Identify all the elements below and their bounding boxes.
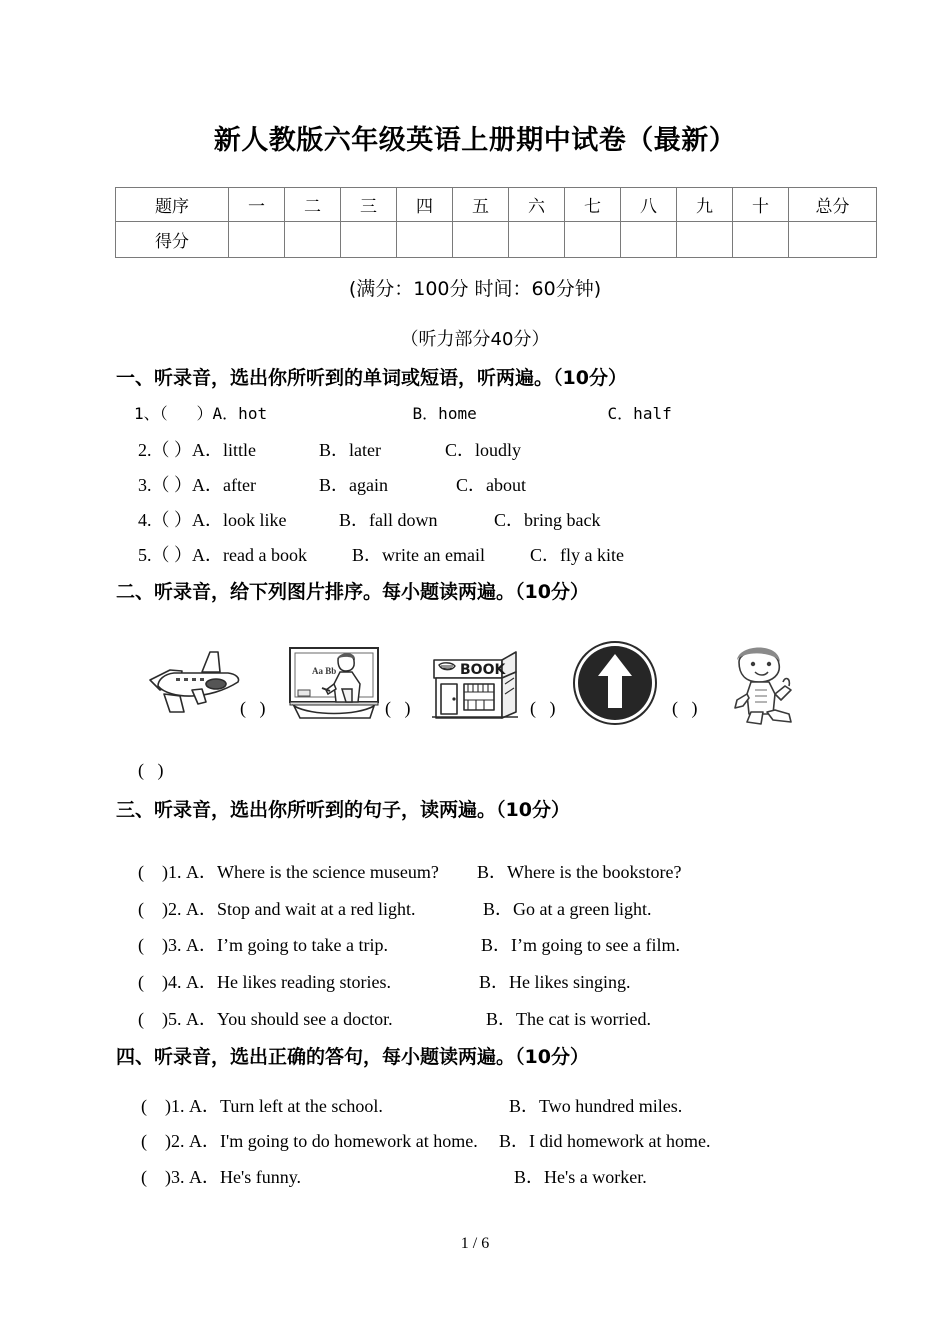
- airplane-picture: [140, 642, 250, 727]
- option-a[interactable]: A．Where is the science museum?: [186, 862, 439, 882]
- score-time-line: (满分：100分 时间：60分钟): [348, 278, 602, 300]
- option-b[interactable]: B．again: [319, 475, 388, 495]
- section-heading-1: 一、听录音，选出你所听到的单词或短语，听两遍。（10分）: [116, 367, 627, 389]
- question-3-5: [138, 1005, 651, 1031]
- picture-blank-2[interactable]: ( ): [385, 698, 411, 718]
- option-b[interactable]: B．Two hundred miles.: [509, 1096, 683, 1116]
- page-title: 新人教版六年级英语上册期中试卷（最新）: [213, 125, 737, 156]
- go-straight-sign-picture: [572, 640, 658, 731]
- table-col-header-1: 二: [285, 188, 341, 222]
- option-c[interactable]: C．about: [456, 475, 526, 495]
- table-col-header-7: 八: [621, 188, 677, 222]
- question-number: 1.: [168, 862, 182, 882]
- option-b[interactable]: B．He's a worker.: [514, 1167, 647, 1187]
- page-footer: 1 / 6: [460, 1235, 490, 1252]
- option-b[interactable]: B．I did homework at home.: [499, 1131, 711, 1151]
- option-c[interactable]: C．half: [607, 404, 672, 423]
- option-b[interactable]: B．He likes singing.: [479, 972, 631, 992]
- picture-blank-3[interactable]: ( ): [530, 698, 556, 718]
- table-row: [116, 222, 877, 258]
- walking-boy-picture: [715, 642, 807, 731]
- score-cell-3[interactable]: [397, 222, 453, 258]
- bookstore-picture: [428, 648, 526, 727]
- option-b[interactable]: B．later: [319, 440, 381, 460]
- question-number: 5.: [138, 545, 152, 565]
- table-row-label-0: 题序: [116, 188, 229, 222]
- question-1-5: [138, 541, 624, 567]
- option-a[interactable]: A．I'm going to do homework at home.: [189, 1131, 478, 1151]
- answer-blank[interactable]: （ ）: [151, 545, 192, 565]
- question-1-2: [138, 436, 521, 462]
- option-a[interactable]: A．after: [192, 475, 256, 495]
- section-heading-3: 三、听录音，选出你所听到的句子，读两遍。（10分）: [116, 799, 570, 821]
- question-number: 2.: [138, 440, 152, 460]
- answer-blank[interactable]: ( ): [141, 1131, 171, 1151]
- table-col-header-6: 七: [565, 188, 621, 222]
- score-cell-10[interactable]: [789, 222, 877, 258]
- score-cell-9[interactable]: [733, 222, 789, 258]
- answer-blank[interactable]: ( ): [138, 1009, 168, 1029]
- table-col-header-9: 十: [733, 188, 789, 222]
- score-table: [115, 187, 877, 258]
- question-number: 1、: [134, 404, 160, 423]
- option-a[interactable]: A．He likes reading stories.: [186, 972, 391, 992]
- question-number: 5.: [168, 1009, 182, 1029]
- question-number: 3.: [168, 935, 182, 955]
- answer-blank[interactable]: ( ): [141, 1167, 171, 1187]
- table-col-header-0: 一: [229, 188, 285, 222]
- option-a[interactable]: A．look like: [192, 510, 287, 530]
- question-number: 2.: [171, 1131, 185, 1151]
- option-a[interactable]: A．hot: [212, 404, 268, 423]
- option-b[interactable]: B．fall down: [339, 510, 438, 530]
- option-a[interactable]: A．little: [192, 440, 256, 460]
- question-3-3: [138, 931, 680, 957]
- option-a[interactable]: A．He's funny.: [189, 1167, 302, 1187]
- score-cell-2[interactable]: [341, 222, 397, 258]
- teacher-blackboard-picture: [282, 644, 386, 729]
- option-b[interactable]: B．home: [412, 404, 477, 423]
- question-1-1: [134, 401, 672, 424]
- question-number: 4.: [138, 510, 152, 530]
- answer-blank[interactable]: ( ): [138, 935, 168, 955]
- answer-blank[interactable]: ( ): [138, 862, 168, 882]
- option-b[interactable]: B．I’m going to see a film.: [481, 935, 680, 955]
- score-cell-7[interactable]: [621, 222, 677, 258]
- option-b[interactable]: B．Go at a green light.: [483, 899, 652, 919]
- option-a[interactable]: A．I’m going to take a trip.: [186, 935, 388, 955]
- answer-blank[interactable]: （ ）: [151, 475, 192, 495]
- question-3-1: [138, 858, 681, 884]
- teacher-blackboard-icon: [282, 644, 386, 724]
- table-col-header-10: 总分: [789, 188, 877, 222]
- question-4-1: [141, 1092, 682, 1118]
- table-col-header-5: 六: [509, 188, 565, 222]
- answer-blank[interactable]: ( ): [138, 972, 168, 992]
- question-number: 3.: [138, 475, 152, 495]
- question-1-3: [138, 471, 526, 497]
- table-col-header-3: 四: [397, 188, 453, 222]
- option-a[interactable]: A．read a book: [192, 545, 307, 565]
- question-number: 1.: [171, 1096, 185, 1116]
- picture-blank-5[interactable]: ( ): [138, 760, 164, 780]
- question-number: 2.: [168, 899, 182, 919]
- answer-blank[interactable]: （ ）: [159, 404, 213, 423]
- section-heading-4: 四、听录音，选出正确的答句，每小题读两遍。（10分）: [116, 1046, 589, 1068]
- score-cell-1[interactable]: [285, 222, 341, 258]
- table-row: [116, 188, 877, 222]
- answer-blank[interactable]: （ ）: [151, 440, 192, 460]
- bookstore-icon: [428, 648, 526, 722]
- answer-blank[interactable]: （ ）: [151, 510, 192, 530]
- go-straight-arrow-icon: [572, 640, 658, 726]
- option-c[interactable]: C．loudly: [445, 440, 522, 460]
- question-4-2: [141, 1127, 710, 1153]
- airplane-icon: [140, 642, 250, 722]
- question-1-4: [138, 506, 600, 532]
- option-c[interactable]: C．bring back: [494, 510, 601, 530]
- option-a[interactable]: A．You should see a doctor.: [186, 1009, 393, 1029]
- picture-blank-4[interactable]: ( ): [672, 698, 698, 718]
- score-cell-5[interactable]: [509, 222, 565, 258]
- option-a[interactable]: A．Stop and wait at a red light.: [186, 899, 416, 919]
- section-heading-2: 二、听录音，给下列图片排序。每小题读两遍。（10分）: [116, 581, 589, 603]
- option-b[interactable]: B．The cat is worried.: [486, 1009, 651, 1029]
- score-cell-4[interactable]: [453, 222, 509, 258]
- option-a[interactable]: A．Turn left at the school.: [189, 1096, 383, 1116]
- table-col-header-8: 九: [677, 188, 733, 222]
- answer-blank[interactable]: ( ): [141, 1096, 171, 1116]
- option-b[interactable]: B．Where is the bookstore?: [477, 862, 682, 882]
- score-cell-6[interactable]: [565, 222, 621, 258]
- question-3-2: [138, 895, 651, 921]
- table-col-header-4: 五: [453, 188, 509, 222]
- blackboard-text: Aa Bb: [312, 666, 337, 676]
- option-c[interactable]: C．fly a kite: [530, 545, 624, 565]
- table-col-header-2: 三: [341, 188, 397, 222]
- score-cell-0[interactable]: [229, 222, 285, 258]
- option-b[interactable]: B．write an email: [352, 545, 485, 565]
- score-cell-8[interactable]: [677, 222, 733, 258]
- question-number: 4.: [168, 972, 182, 992]
- table-row-label-1: 得分: [116, 222, 229, 258]
- bookstore-sign-text: BOOK: [460, 662, 506, 678]
- question-3-4: [138, 968, 631, 994]
- picture-blank-1[interactable]: ( ): [240, 698, 266, 718]
- question-4-3: [141, 1163, 647, 1189]
- walking-boy-icon: [715, 642, 807, 726]
- picture-ordering-row: [0, 640, 950, 740]
- answer-blank[interactable]: ( ): [138, 899, 168, 919]
- listening-part-title: （听力部分40分）: [400, 329, 550, 350]
- question-number: 3.: [171, 1167, 185, 1187]
